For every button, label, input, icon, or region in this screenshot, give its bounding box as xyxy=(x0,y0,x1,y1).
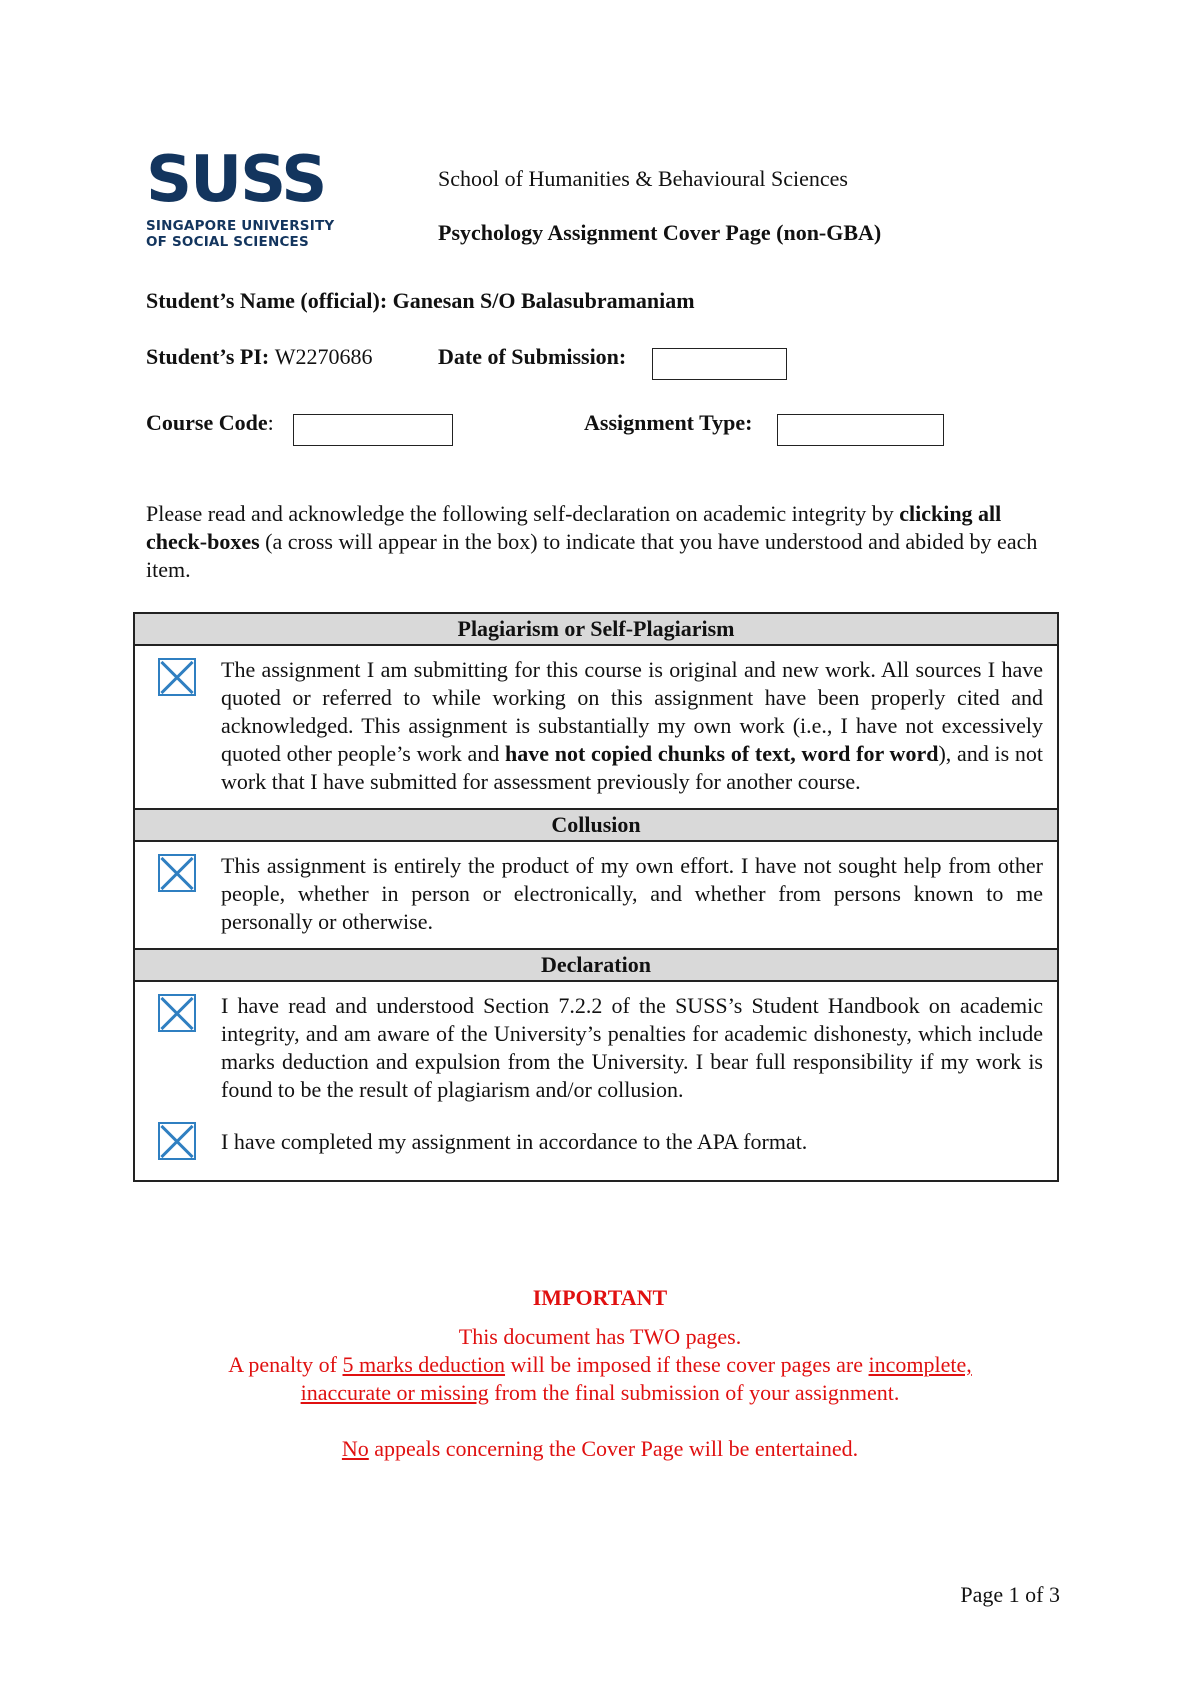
logo-line-1: SINGAPORE UNIVERSITY xyxy=(146,218,335,234)
university-logo xyxy=(146,143,346,250)
checkbox-declaration[interactable] xyxy=(158,994,196,1032)
declaration-row-collusion xyxy=(134,841,1058,949)
course-code-field[interactable] xyxy=(293,414,453,446)
plagiarism-text-bold: have not copied chunks of text, word for word xyxy=(505,741,939,766)
school-name: School of Humanities & Behavioural Sciences xyxy=(438,166,848,191)
logo-subtitle xyxy=(146,218,346,250)
assignment-type-field[interactable] xyxy=(777,414,944,446)
intro-text-pre: Please read and acknowledge the following self-declaration on academic integrity by xyxy=(146,501,900,526)
apa-statement: I have completed my assignment in accordance to the APA format. xyxy=(221,1129,808,1154)
declaration-row-apa xyxy=(134,1122,1058,1181)
date-label: Date of Submission: xyxy=(438,344,627,369)
declaration-row-plagiarism xyxy=(134,645,1058,809)
section-heading: Declaration xyxy=(134,949,1058,981)
date-of-submission-field[interactable] xyxy=(652,348,787,380)
intro-paragraph xyxy=(146,500,1066,584)
important-underlined-text: incomplete, xyxy=(868,1352,972,1377)
important-line-2 xyxy=(0,1351,1200,1379)
page-title: Psychology Assignment Cover Page (non-GBA) xyxy=(438,220,882,245)
checkbox-collusion[interactable] xyxy=(158,854,196,892)
important-text: from the final submission of your assignment. xyxy=(488,1380,900,1405)
declaration-statement: I have read and understood Section 7.2.2 of the SUSS’s Student Handbook on academic integrity, and am aware of the University’s penalties for academic dishonesty, which include marks deduction and expulsion from the University. I bear full responsibility if my work is found to be the result of plagiarism and/or collusion. xyxy=(221,993,1043,1102)
section-header-declaration xyxy=(134,949,1058,981)
intro-text-post: (a cross will appear in the box) to indicate that you have understood and abided by each item. xyxy=(146,529,1038,582)
student-pi-row xyxy=(146,344,373,370)
plagiarism-statement xyxy=(219,645,1058,809)
student-pi-value: W2270686 xyxy=(274,344,373,369)
intro-text-bold: clicking all check-boxes xyxy=(146,501,1002,554)
collusion-statement: This assignment is entirely the product of my own effort. I have not sought help from other people, whether in person or electronically, and whether from persons known to me personally or otherwise. xyxy=(221,853,1043,934)
important-underlined-text: 5 marks deduction xyxy=(342,1352,506,1377)
logo-wordmark-text: SUSS xyxy=(146,143,326,217)
page-number: Page 1 of 3 xyxy=(960,1582,1060,1607)
important-line-4 xyxy=(0,1435,1200,1463)
course-code-row xyxy=(146,410,274,436)
important-underlined-text: No xyxy=(341,1436,369,1461)
important-line-3 xyxy=(0,1379,1200,1407)
plagiarism-text-post: ), and is not work that I have submitted for assessment previously for another course. xyxy=(221,741,1044,794)
important-underlined-text: inaccurate or missing xyxy=(300,1380,489,1405)
assignment-type-label: Assignment Type: xyxy=(584,410,753,435)
student-name-label: Student’s Name (official): xyxy=(146,288,388,313)
checkbox-plagiarism[interactable] xyxy=(158,658,196,696)
integrity-declaration-table xyxy=(133,612,1059,1182)
important-text: A penalty of xyxy=(228,1352,343,1377)
checkbox-apa[interactable] xyxy=(158,1122,196,1160)
section-heading: Plagiarism or Self-Plagiarism xyxy=(134,613,1058,645)
section-heading: Collusion xyxy=(134,809,1058,841)
course-code-label: Course Code xyxy=(146,410,268,435)
section-header-plagiarism xyxy=(134,613,1058,645)
student-name-value: Ganesan S/O Balasubramaniam xyxy=(392,288,695,313)
important-line-1: This document has TWO pages. xyxy=(458,1324,742,1349)
plagiarism-text-pre: The assignment I am submitting for this course is original and new work. All sources I have quoted or referred to while working on this assignment have been properly cited and acknowledged. This assignment is substantially my own work (i.e., I have not excessively quoted other people’s work and xyxy=(221,657,1043,766)
course-code-colon: : xyxy=(267,410,274,435)
important-title: IMPORTANT xyxy=(532,1285,668,1310)
section-header-collusion xyxy=(134,809,1058,841)
important-text: appeals concerning the Cover Page will be entertained. xyxy=(368,1436,859,1461)
student-name-row xyxy=(146,288,695,314)
important-text: will be imposed if these cover pages are xyxy=(505,1352,869,1377)
student-pi-label: Student’s PI: xyxy=(146,344,270,369)
logo-line-2: OF SOCIAL SCIENCES xyxy=(146,234,309,250)
logo-wordmark xyxy=(146,143,346,217)
declaration-row-handbook xyxy=(134,981,1058,1122)
